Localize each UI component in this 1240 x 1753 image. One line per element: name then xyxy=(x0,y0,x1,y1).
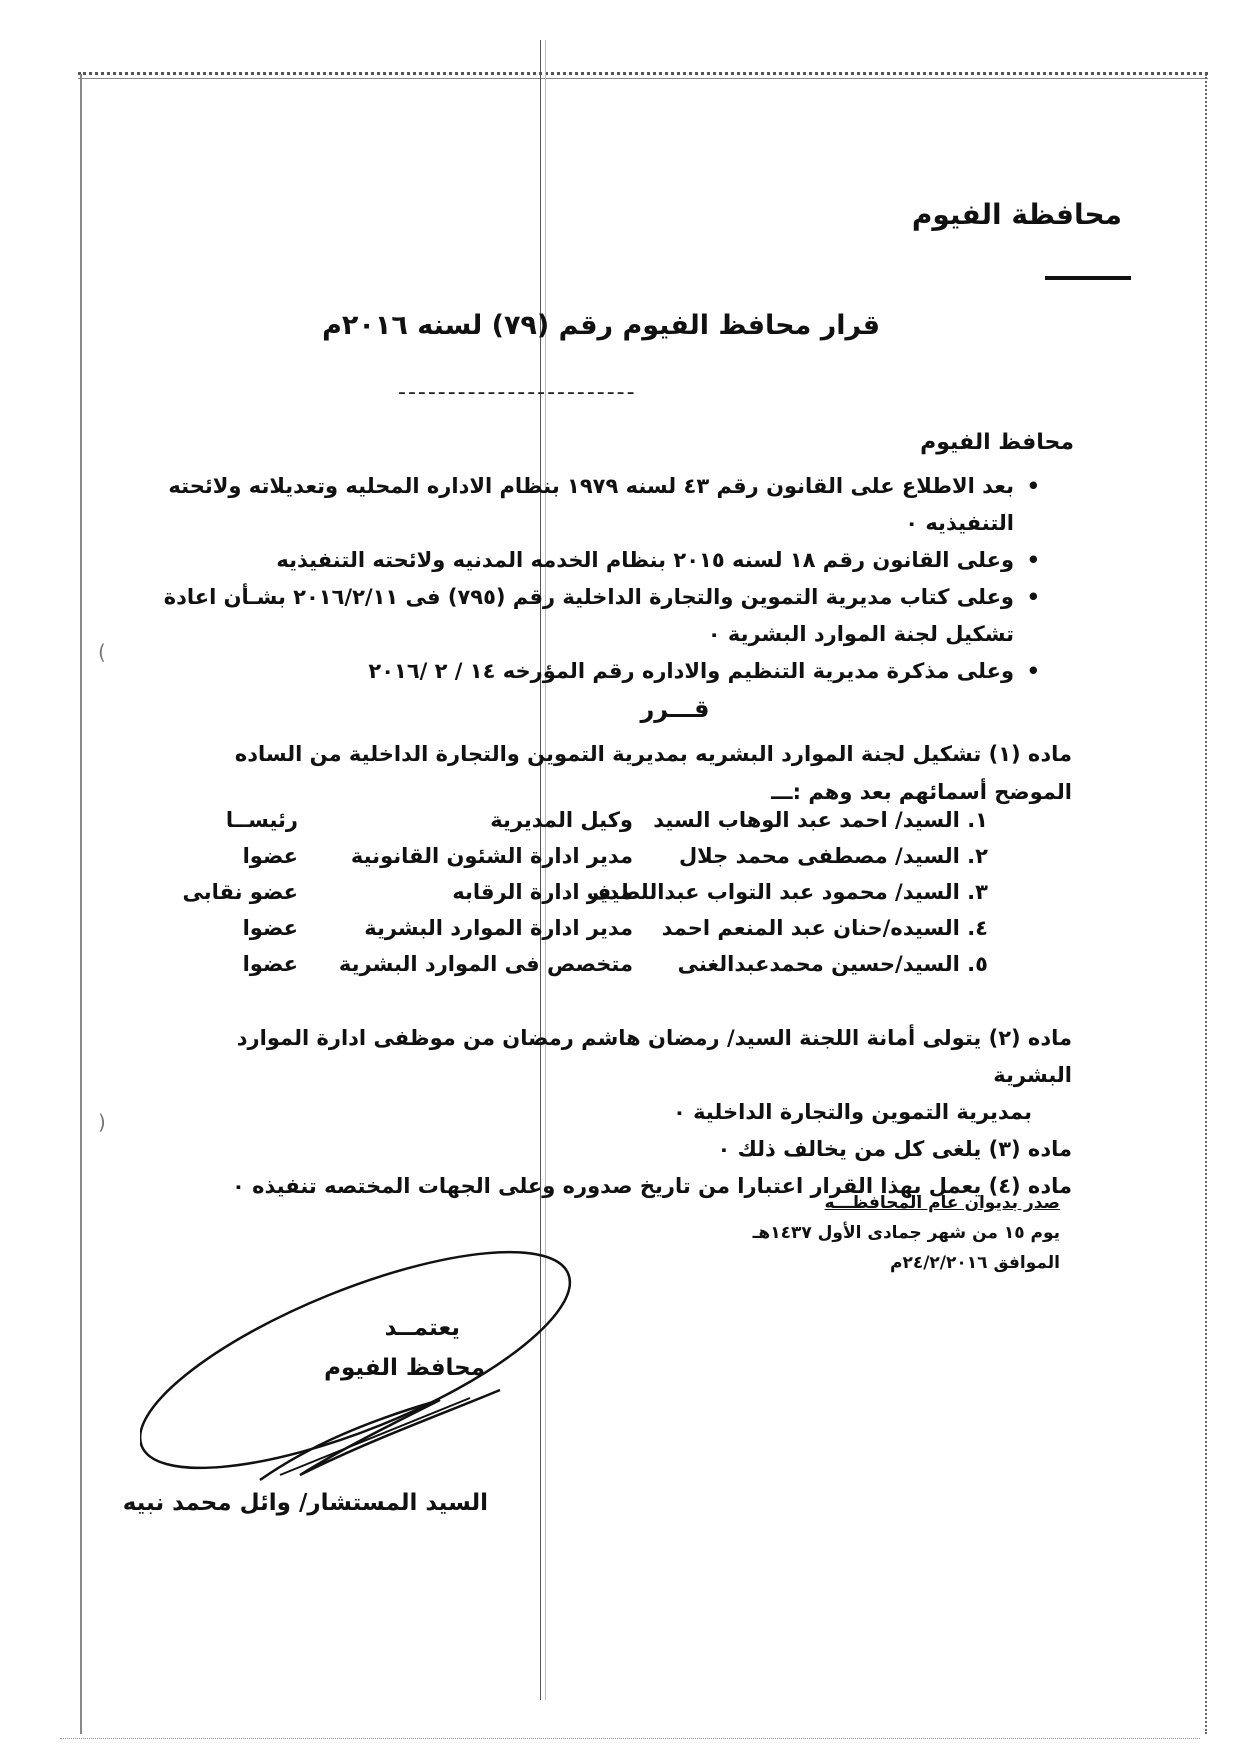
signatory-name: السيد المستشار/ وائل محمد نبيه xyxy=(122,1490,488,1516)
page-border-top xyxy=(78,72,1208,75)
page-border-top-inner xyxy=(78,78,1208,79)
member-name: ٤. السيده/حنان عبد المنعم احمد xyxy=(661,916,988,940)
article-2-continuation: بمديرية التموين والتجارة الداخلية ٠ xyxy=(672,1100,1032,1124)
approval-label: يعتمــد xyxy=(384,1315,460,1341)
issuance-hijri-date: يوم ١٥ من شهر جمادى الأول ١٤٣٧هـ xyxy=(752,1223,1060,1243)
header-underline xyxy=(1045,276,1131,280)
preamble-item: • وعلى القانون رقم ١٨ لسنه ٢٠١٥ بنظام الخدمه المدنيه ولائحته التنفيذيه xyxy=(160,542,1040,579)
issuance-gregorian-date: الموافق ٢٤/٢/٢٠١٦م xyxy=(890,1253,1060,1273)
issuance-place: صدر بديوان عام المحافظـــه xyxy=(824,1193,1060,1213)
member-name: ١. السيد/ احمد عبد الوهاب السيد xyxy=(653,808,988,832)
decree-title: قرار محافظ الفيوم رقم (٧٩) لسنه ٢٠١٦م xyxy=(322,310,880,341)
scan-mark: ) xyxy=(98,1110,106,1134)
member-name: ٥. السيد/حسين محمدعبدالغنى xyxy=(677,952,988,976)
member-role: عضوا xyxy=(242,844,298,868)
member-title: مدير ادارة الرقابه xyxy=(452,880,633,904)
member-name: ٢. السيد/ مصطفى محمد جلال xyxy=(678,844,988,868)
member-row xyxy=(148,880,988,916)
page-border-bottom xyxy=(60,1738,1200,1739)
member-row xyxy=(148,844,988,880)
page-border-right xyxy=(1205,74,1207,1734)
approval-governor-title: محافظ الفيوم xyxy=(324,1355,485,1381)
issuance-block xyxy=(753,1188,1060,1278)
article-3: ماده (٣) يلغى كل من يخالف ذلك ٠ xyxy=(717,1137,1072,1161)
member-row xyxy=(148,916,988,952)
member-role: عضوا xyxy=(242,952,298,976)
member-row xyxy=(148,952,988,988)
member-row xyxy=(148,808,988,844)
page-border-left xyxy=(80,74,82,1734)
preamble-item: • وعلى كتاب مديرية التموين والتجارة الداخلية رقم (٧٩٥) فى ٢٠١٦/٢/١١ بشـأن اعادة تشكيل لجنة الموارد البشرية ٠ xyxy=(160,579,1040,653)
member-title: وكيل المديرية xyxy=(490,808,633,832)
governorate-header: محافظة الفيوم xyxy=(911,198,1122,231)
member-name: ٣. السيد/ محمود عبد التواب عبداللطيف xyxy=(586,880,988,904)
member-role: رئيســا xyxy=(225,808,298,832)
scan-mark: ( xyxy=(98,640,106,664)
articles-block xyxy=(172,1020,1072,1205)
preamble-list xyxy=(160,468,1040,690)
preamble-item: • وعلى مذكرة مديرية التنظيم والاداره رقم المؤرخه ١٤ / ٢ /٢٠١٦ xyxy=(160,653,1040,690)
member-title: مدير ادارة الموارد البشرية xyxy=(364,916,633,940)
decision-heading: قـــرر xyxy=(640,695,710,723)
committee-members xyxy=(148,808,988,988)
article-4: ماده (٤) يعمل بهذا القرار اعتبارا من تاريخ صدوره وعلى الجهات المختصه تنفيذه ٠ xyxy=(231,1174,1072,1198)
article-1: ماده (١) تشكيل لجنة الموارد البشريه بمديرية التموين والتجارة الداخلية من الساده الموضح أسمائهم بعد وهم :ـــ xyxy=(234,742,1072,804)
member-role: عضو نقابى xyxy=(182,880,298,904)
member-role: عضوا xyxy=(242,916,298,940)
governor-label: محافظ الفيوم xyxy=(920,430,1074,455)
member-title: متخصص فى الموارد البشرية xyxy=(338,952,633,976)
title-separator: ------------------------ xyxy=(398,380,637,405)
preamble-item: • بعد الاطلاع على القانون رقم ٤٣ لسنه ١٩٧٩ بنظام الاداره المحليه وتعديلاته ولائحته التنفيذيه ٠ xyxy=(160,468,1040,542)
member-title: مدير ادارة الشئون القانونية xyxy=(350,844,633,868)
article-2: ماده (٢) يتولى أمانة اللجنة السيد/ رمضان هاشم رمضان من موظفى ادارة الموارد البشرية xyxy=(236,1026,1072,1087)
signature-stroke xyxy=(280,1398,470,1475)
